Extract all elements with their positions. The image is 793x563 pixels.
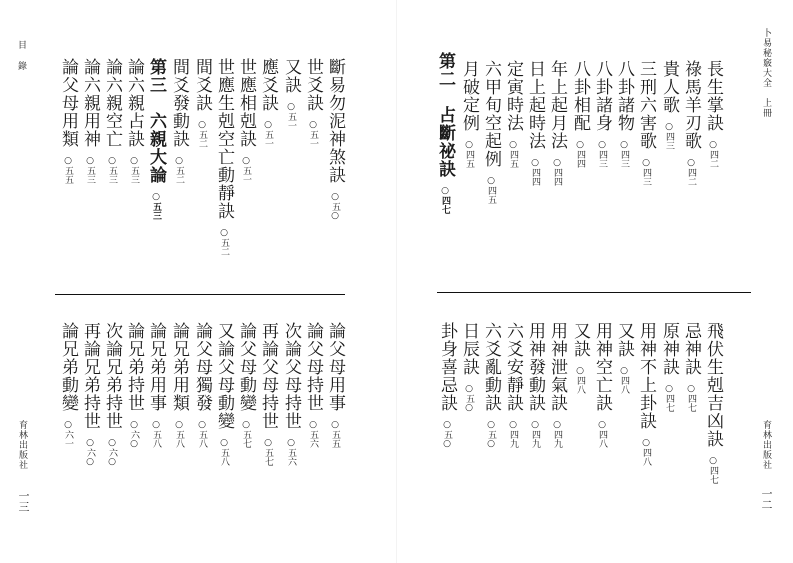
toc-entry: 長生掌訣○四二 bbox=[703, 60, 723, 168]
toc-entry: 間爻訣○五二 bbox=[192, 58, 212, 148]
toc-entry: 三刑六害歌○四三 bbox=[636, 60, 656, 186]
toc-entry: 原神訣○四七 bbox=[659, 322, 679, 412]
toc-entry: 次論兄弟持世○六○ bbox=[102, 322, 122, 467]
right-page bbox=[397, 0, 793, 563]
toc-entry: 論兄弟用類○五八 bbox=[169, 322, 189, 448]
toc-entry: 應爻訣○五一 bbox=[258, 58, 278, 148]
toc-entry: 世應相剋訣○五一 bbox=[236, 58, 256, 184]
toc-entry: 又訣○四八 bbox=[614, 322, 634, 394]
toc-entry: 用神空亡訣○四八 bbox=[592, 322, 612, 448]
page-number: 一二 bbox=[760, 488, 773, 510]
toc-entry: 年上起月法○四四 bbox=[547, 60, 567, 186]
page-number: 一三 bbox=[17, 490, 30, 512]
toc-entry: 論兄弟動變○六一 bbox=[58, 322, 78, 448]
toc-entry: 用神不上卦訣○四八 bbox=[636, 322, 656, 466]
toc-entry: 論六親用神○五三 bbox=[80, 58, 100, 184]
toc-entry: 飛伏生剋吉凶訣○四七 bbox=[703, 322, 723, 484]
toc-entry: 又訣○五一 bbox=[281, 58, 301, 130]
toc-entry: 八卦相配○四四 bbox=[570, 60, 590, 168]
toc-entry: 再論兄弟持世○六○ bbox=[80, 322, 100, 467]
toc-entry: 卦身喜忌訣○五○ bbox=[437, 322, 457, 449]
toc-entry: 用神泄氣訣○四九 bbox=[547, 322, 567, 448]
toc-entry: 貴人歌○四三 bbox=[659, 60, 679, 150]
publisher-imprint: 育林出版社 bbox=[17, 420, 27, 470]
toc-entry: 用神發動訣○四九 bbox=[525, 322, 545, 448]
toc-entry: 六甲旬空起例○四五 bbox=[481, 60, 501, 204]
toc-entry: 論六親空亡○五三 bbox=[102, 58, 122, 184]
toc-entry: 世應生剋空亡動靜訣○五二 bbox=[214, 58, 234, 256]
toc-entry: 論父母動變○五七 bbox=[236, 322, 256, 448]
toc-entry: 再論父母持世○五七 bbox=[258, 322, 278, 466]
toc-entry: 祿馬羊刃歌○四二 bbox=[681, 60, 701, 186]
margin-title: 目 錄 bbox=[16, 40, 26, 71]
toc-entry: 又論父母動變○五八 bbox=[214, 322, 234, 466]
section-divider bbox=[55, 294, 345, 295]
toc-entry: 論兄弟用事○五八 bbox=[146, 322, 166, 448]
toc-entry: 日辰訣○五○ bbox=[459, 322, 479, 413]
publisher-imprint: 育林出版社 bbox=[761, 420, 771, 470]
toc-chapter-heading: 第二 占斷祕訣○四七 bbox=[435, 52, 455, 214]
toc-entry: 八卦諸物○四三 bbox=[614, 60, 634, 168]
toc-entry: 又訣○四八 bbox=[570, 322, 590, 394]
toc-entry: 六爻亂動訣○五○ bbox=[481, 322, 501, 449]
toc-entry: 世爻訣○五一 bbox=[303, 58, 323, 148]
left-page bbox=[0, 0, 396, 563]
toc-entry: 月破定例○四五 bbox=[459, 60, 479, 168]
running-head: 卜易秘竅大全 上冊 bbox=[761, 28, 771, 118]
toc-entry: 日上起時法○四四 bbox=[525, 60, 545, 186]
toc-entry: 六爻安靜訣○四九 bbox=[503, 322, 523, 448]
toc-entry: 論父母用類○五五 bbox=[58, 58, 78, 184]
toc-entry: 斷易勿泥神煞訣○五○ bbox=[325, 58, 345, 221]
toc-entry: 定寅時法○四五 bbox=[503, 60, 523, 168]
toc-entry: 論父母獨發○五八 bbox=[192, 322, 212, 448]
section-divider bbox=[437, 292, 751, 293]
toc-entry: 八卦諸身○四三 bbox=[592, 60, 612, 168]
toc-entry: 論父母用事○五五 bbox=[325, 322, 345, 448]
toc-entry: 論兄弟持世○六○ bbox=[124, 322, 144, 449]
toc-entry: 論父母持世○五六 bbox=[303, 322, 323, 448]
toc-entry: 次論父母持世○五六 bbox=[281, 322, 301, 466]
toc-entry: 忌神訣○四七 bbox=[681, 322, 701, 412]
toc-entry: 論六親占訣○五三 bbox=[124, 58, 144, 184]
toc-entry: 間爻發動訣○五二 bbox=[169, 58, 189, 184]
toc-chapter-heading: 第三 六親大論○五三 bbox=[146, 58, 166, 220]
